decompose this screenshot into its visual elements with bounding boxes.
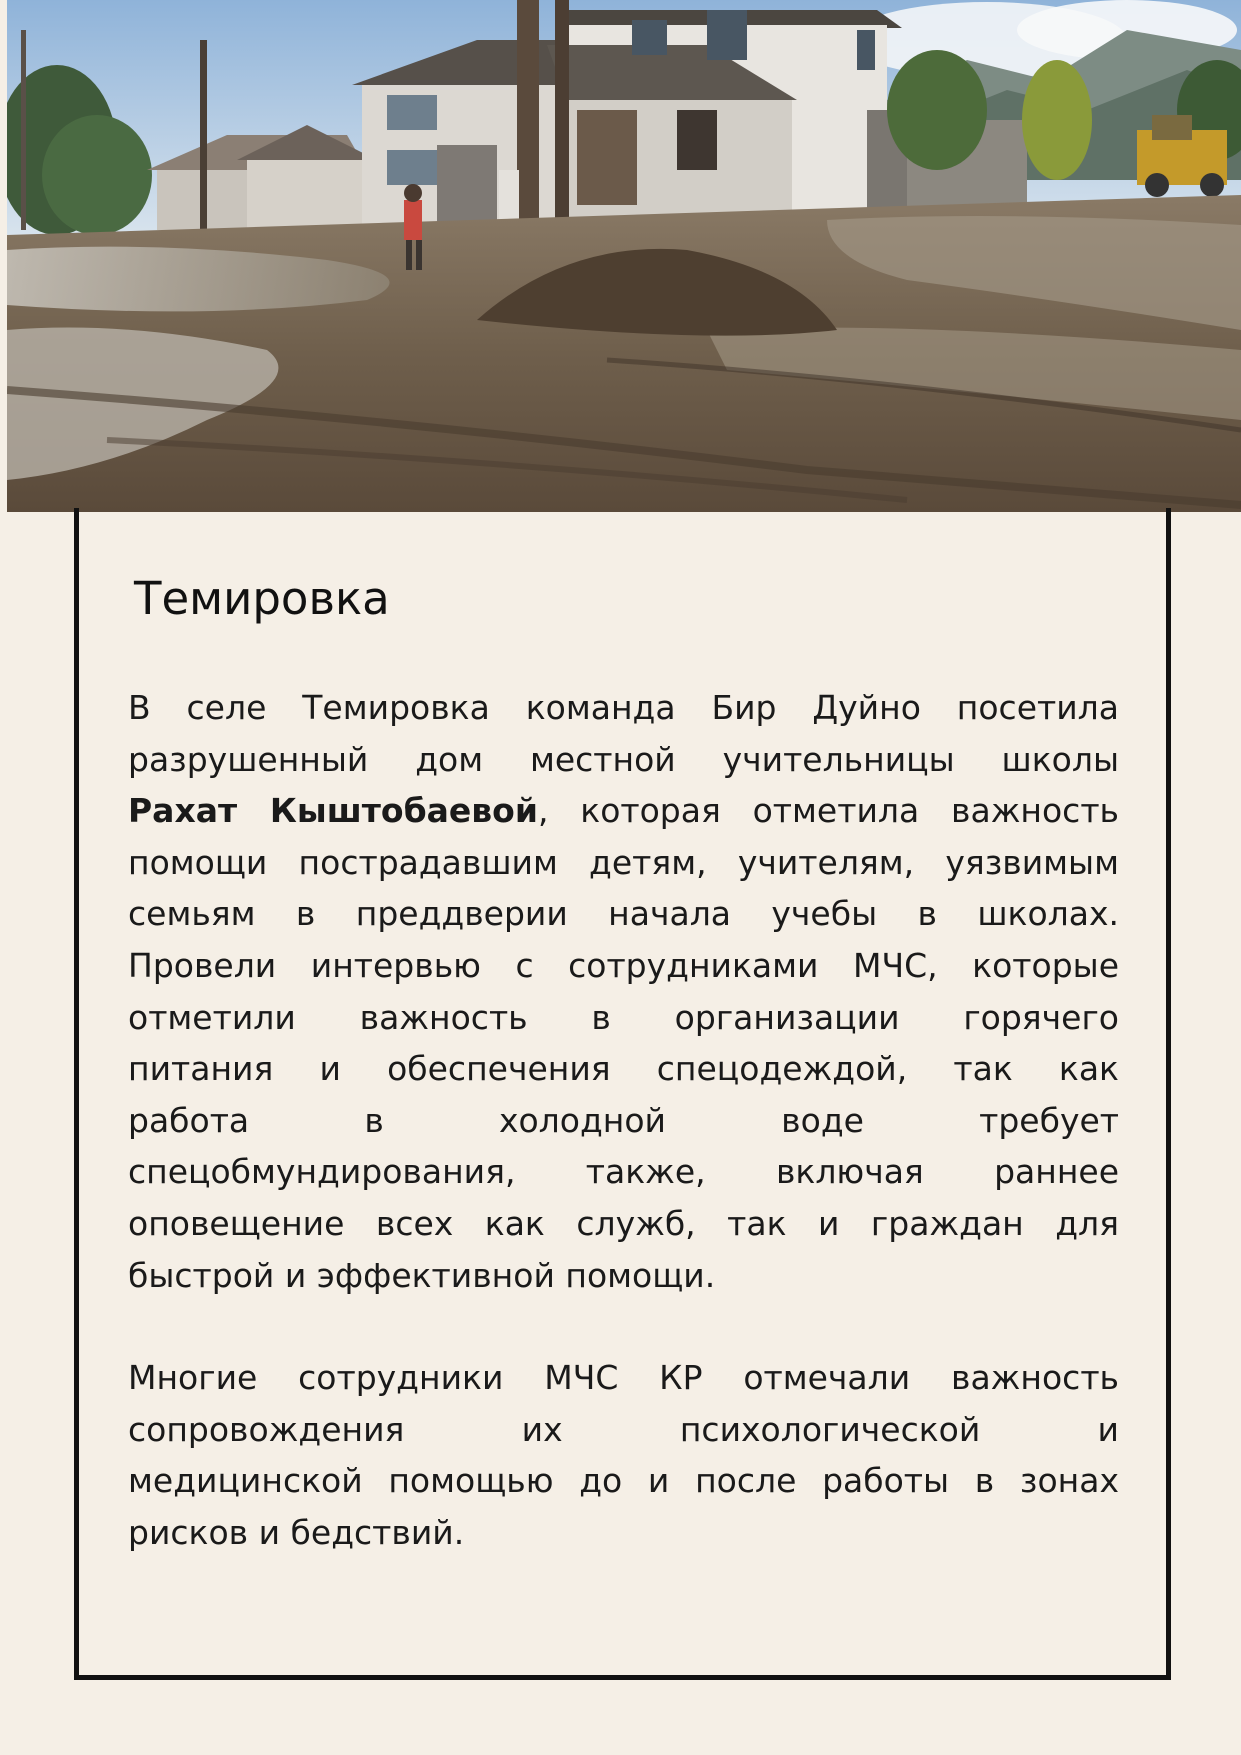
paragraph-2-line: Многие сотрудники МЧС КР отмечали важность bbox=[128, 1358, 1119, 1397]
paragraph-1-line: В селе Темировка команда Бир Дуйно посетила bbox=[128, 688, 1119, 727]
paragraph-1-line: оповещение всех как служб, так и граждан для bbox=[128, 1203, 1119, 1243]
paragraph-1-line: семьям в преддверии начала учебы в школах. bbox=[128, 894, 1119, 934]
paragraph-1-line-rest: , которая отметила важность bbox=[537, 791, 1119, 831]
paragraph-1-line: Провели интервью с сотрудниками МЧС, которые bbox=[128, 945, 1119, 985]
paragraph-1-line: быстрой и эффективной помощи. bbox=[128, 1255, 716, 1295]
section-title: Темировка bbox=[134, 572, 390, 625]
teacher-name: Рахат Кыштобаевой bbox=[128, 791, 538, 831]
flood-street-photo bbox=[7, 0, 1241, 512]
paragraph-1-line: помощи пострадавшим детям, учителям, уязвимым bbox=[128, 842, 1119, 882]
paragraph-1-line: работа в холодной воде требует bbox=[128, 1100, 1119, 1140]
paragraph-1-line: отметили важность в организации горячего bbox=[128, 997, 1119, 1037]
paragraph-2 bbox=[128, 1352, 1119, 1558]
paragraph-2-line: сопровождения их психологической и bbox=[128, 1409, 1119, 1449]
paragraph-2-line: рисков и бедствий. bbox=[128, 1512, 465, 1552]
paragraph-1-line: питания и обеспечения спецодеждой, так как bbox=[128, 1049, 1119, 1089]
paragraph-1 bbox=[128, 682, 1119, 1301]
paragraph-2-line: медицинской помощью до и после работы в зонах bbox=[128, 1461, 1119, 1501]
paragraph-1-line: спецобмундирования, также, включая раннее bbox=[128, 1152, 1119, 1192]
paragraph-1-line: разрушенный дом местной учительницы школы bbox=[128, 739, 1119, 779]
paragraph-1-line-with-name bbox=[128, 785, 1119, 837]
